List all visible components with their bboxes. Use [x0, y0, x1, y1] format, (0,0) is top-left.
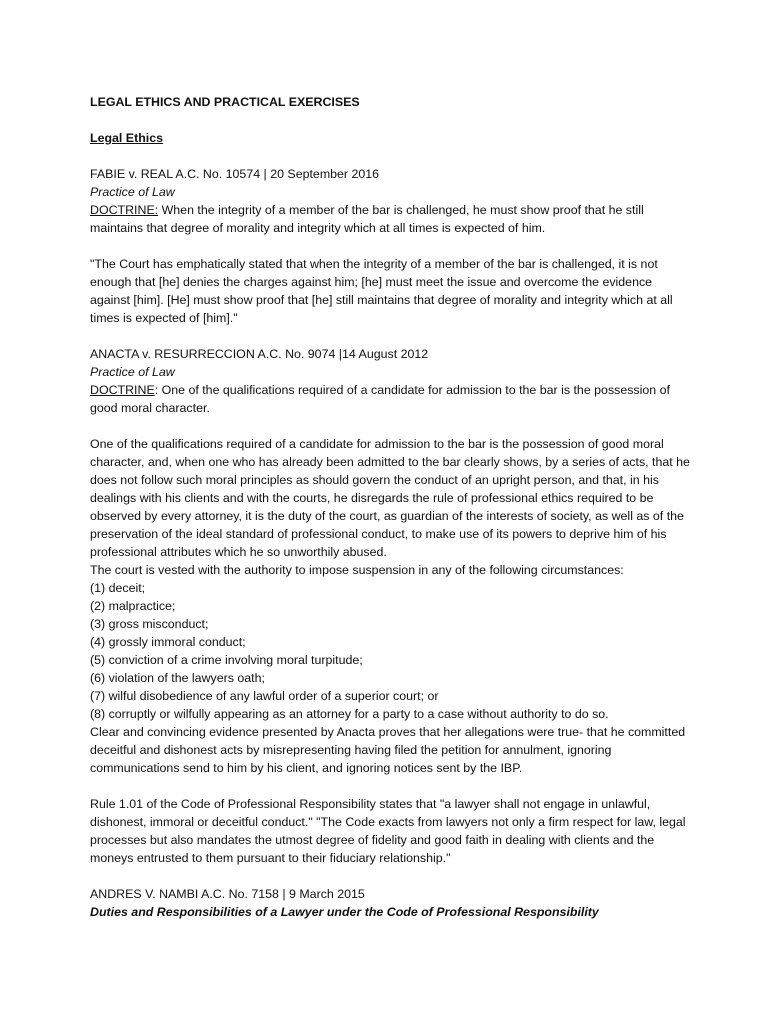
doctrine-text: : One of the qualifications required of a candidate for admission to the bar is the possession of good moral character.: [90, 383, 670, 415]
case-heading-andres: ANDRES V. NAMBI A.C. No. 7158 | 9 March 2015: [90, 887, 365, 901]
list-item: (6) violation of the lawyers oath;: [90, 671, 265, 685]
doctrine-fabie: [90, 201, 692, 237]
paragraph-anacta-2: Clear and convincing evidence presented by Anacta proves that her allegations were true- that he committed deceitful and dishonest acts by misrepresenting having filed the petition for annulment, ignoring communications send to him by his client, and ignoring notices sent by the IBP.: [90, 725, 686, 775]
doctrine-anacta: [90, 381, 692, 417]
paragraph-anacta-1: One of the qualifications required of a candidate for admission to the bar is the possession of good moral character, and, when one who has already been admitted to the bar clearly shows, by a series of acts, that he does not follow such moral principles as should govern the conduct of an upright person, and that, in his dealings with his clients and with the courts, he disregards the rule of professional ethics required to be observed by every attorney, it is the duty of the court, as guardian of the interests of society, as well as of the preservation of the ideal standard of professional conduct, to make use of its powers to deprive him of his professional attributes which he so unworthily abused.: [90, 437, 690, 559]
list-item: (7) wilful disobedience of any lawful order of a superior court; or: [90, 689, 439, 703]
list-item: (5) conviction of a crime involving moral turpitude;: [90, 653, 363, 667]
paragraph-anacta-3: Rule 1.01 of the Code of Professional Responsibility states that "a lawyer shall not engage in unlawful, dishonest, immoral or deceitful conduct." "The Code exacts from lawyers not only a firm respect for law, legal processes but also mandates the utmost degree of fidelity and good faith in dealing with clients and the moneys entrusted to them pursuant to their fiduciary relationship.": [90, 797, 686, 865]
list-item: (2) malpractice;: [90, 599, 176, 613]
quote-fabie: "The Court has emphatically stated that when the integrity of a member of the bar is challenged, it is not enough that [he] denies the charges against him; [he] must meet the issue and overcome the evidence against [him]. [He] must show proof that [he] still maintains that degree of morality and integrity which at all times is expected of [him].": [90, 257, 673, 325]
list-item: (1) deceit;: [90, 581, 146, 595]
document-title: LEGAL ETHICS AND PRACTICAL EXERCISES: [90, 95, 360, 109]
document-page: [90, 93, 692, 921]
doctrine-label: DOCTRINE: [90, 383, 155, 397]
case-topic-anacta: Practice of Law: [90, 365, 175, 379]
case-heading-anacta: ANACTA v. RESURRECCION A.C. No. 9074 |14 August 2012: [90, 347, 429, 361]
doctrine-label: DOCTRINE:: [90, 203, 159, 217]
section-heading: Legal Ethics: [90, 131, 163, 145]
list-item: (8) corruptly or wilfully appearing as an attorney for a party to a case without authority to do so.: [90, 707, 609, 721]
list-intro: The court is vested with the authority to impose suspension in any of the following circumstances:: [90, 563, 624, 577]
case-topic-andres: Duties and Responsibilities of a Lawyer under the Code of Professional Responsibility: [90, 905, 599, 919]
list-item: (4) grossly immoral conduct;: [90, 635, 246, 649]
list-item: (3) gross misconduct;: [90, 617, 209, 631]
case-topic-fabie: Practice of Law: [90, 185, 175, 199]
case-heading-fabie: FABIE v. REAL A.C. No. 10574 | 20 September 2016: [90, 167, 380, 181]
doctrine-text: When the integrity of a member of the bar is challenged, he must show proof that he still maintains that degree of morality and integrity which at all times is expected of him.: [90, 203, 644, 235]
